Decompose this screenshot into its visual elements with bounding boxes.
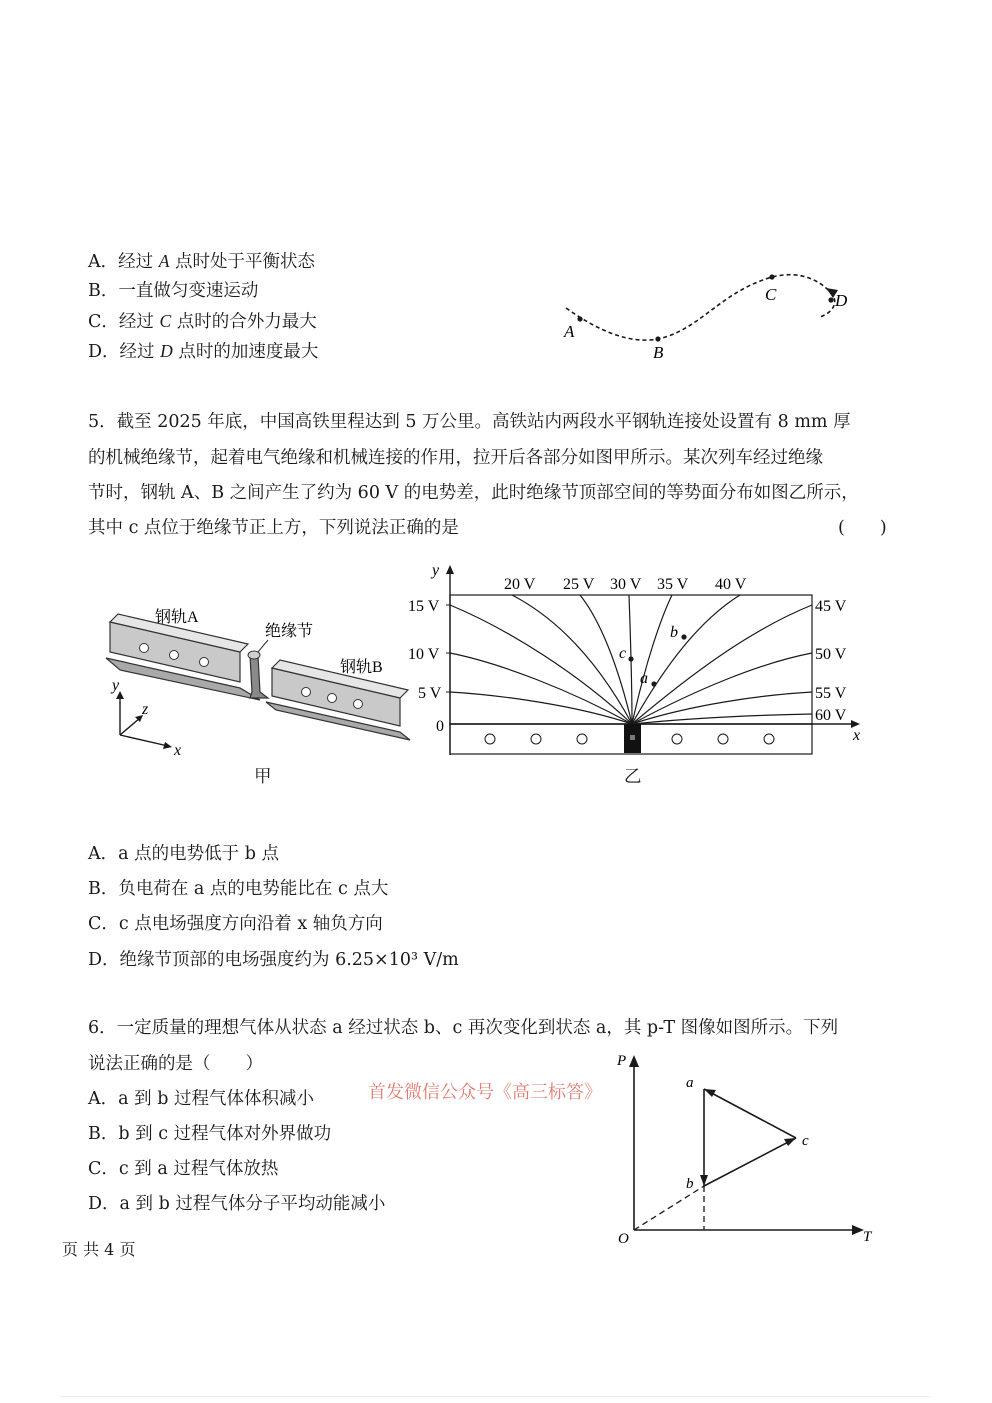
dashed-ob — [634, 1186, 704, 1230]
t-axis-label: T — [863, 1229, 872, 1245]
fig-jia-caption: 甲 — [254, 767, 272, 787]
y-tick-0: 0 — [436, 718, 444, 735]
q4-option-c: C．经过 C 点时的合外力最大 — [88, 311, 317, 332]
label-20v: 20 V — [504, 576, 536, 593]
q4-option-d: D．经过 D 点时的加速度最大 — [88, 341, 319, 362]
axis-z — [120, 718, 140, 735]
p-axis-arrow — [629, 1055, 639, 1067]
point-c-dot — [769, 274, 774, 279]
label-b: B — [653, 343, 664, 362]
label-rail-a: 钢轨A — [155, 609, 199, 626]
point-d-dot — [828, 297, 833, 302]
insulation-joint-top — [248, 651, 260, 659]
rail-a-hole — [140, 644, 149, 653]
point-a — [651, 681, 656, 686]
state-c-label: c — [802, 1133, 809, 1149]
label-60v: 60 V — [815, 707, 847, 724]
q6-option-a: A．a 到 b 过程气体体积减小 — [88, 1089, 314, 1109]
joint-leader — [258, 640, 268, 652]
q5-stem-line-1: 5．截至 2025 年底，中国高铁里程达到 5 万公里。高铁站内两段水平钢轨连接处设置有 8 mm 厚 — [88, 412, 851, 432]
arrow-ca — [704, 1089, 716, 1097]
point-c-label: c — [619, 645, 627, 662]
label-joint: 绝缘节 — [265, 623, 314, 640]
equipotential-5v — [450, 692, 632, 724]
q4-option-b: B．一直做匀变速运动 — [88, 281, 259, 301]
rail-hole — [531, 734, 541, 744]
origin-label: O — [618, 1231, 629, 1247]
path-ca — [704, 1089, 796, 1138]
rail-a-hole — [200, 658, 209, 667]
equipotential-20v — [512, 595, 632, 724]
label-55v: 55 V — [815, 685, 847, 702]
q4-option-a: A．经过 A 点时处于平衡状态 — [88, 251, 315, 272]
state-a-label: a — [686, 1075, 694, 1091]
rail-a-hole — [170, 651, 179, 660]
equipotential-10v — [450, 653, 632, 724]
fig-yi-equipotential — [400, 555, 880, 795]
q5-option-a: A．a 点的电势低于 b 点 — [88, 844, 279, 864]
equipotential-50v — [632, 653, 812, 724]
insulation-joint — [250, 656, 268, 698]
equipotential-45v — [632, 605, 812, 724]
axis-z-label: z — [142, 701, 149, 718]
rail-hole — [485, 734, 495, 744]
q5-stem-line-2: 的机械绝缘节，起着电气绝缘和机械连接的作用，拉开后各部分如图甲所示。某次列车经过绝缘 — [88, 448, 823, 468]
q6-option-d: D．a 到 b 过程气体分子平均动能减小 — [88, 1194, 386, 1214]
label-rail-b: 钢轨B — [340, 659, 383, 676]
arrow-bc — [784, 1138, 796, 1146]
q6-stem-line-2: 说法正确的是（ ） — [88, 1054, 263, 1074]
y-tick-15: 15 V — [408, 598, 440, 615]
equipotential-35v — [632, 595, 672, 724]
q6-stem-line-1: 6．一定质量的理想气体从状态 a 经过状态 b、c 再次变化到状态 a，其 p-T 图像如图所示。下列 — [88, 1018, 839, 1038]
page-footer: 页 共 4 页 — [62, 1240, 136, 1259]
label-30v: 30 V — [610, 576, 642, 593]
rail-b-hole — [302, 688, 311, 697]
page-bottom-rule — [60, 1396, 930, 1397]
rail-hole — [764, 734, 774, 744]
point-a-dot — [577, 316, 582, 321]
rail-hole — [672, 734, 682, 744]
watermark: 首发微信公众号《高三标答》 — [368, 1082, 602, 1103]
axis-x-arrow — [163, 742, 172, 749]
y-tick-5: 5 V — [418, 685, 442, 702]
label-25v: 25 V — [563, 576, 595, 593]
q5-option-d: D．绝缘节顶部的电场强度约为 6.25×10³ V/m — [88, 950, 459, 970]
equipotential-15v — [450, 605, 632, 724]
y-tick-10: 10 V — [408, 646, 440, 663]
label-45v: 45 V — [815, 598, 847, 615]
state-b-label: b — [686, 1176, 694, 1192]
label-d: D — [835, 291, 848, 310]
axis-x — [120, 735, 168, 746]
label-a: A — [564, 322, 575, 341]
q5-stem-line-3: 节时，钢轨 A、B 之间产生了约为 60 V 的电势差，此时绝缘节顶部空间的等势面分布如图乙所示， — [88, 483, 859, 503]
point-b-label: b — [670, 624, 678, 641]
y-axis-label: y — [432, 562, 440, 579]
rail-hole — [718, 734, 728, 744]
x-axis-label: x — [853, 727, 861, 744]
q5-stem-line-4: 其中 c 点位于绝缘节正上方，下列说法正确的是 — [88, 518, 459, 538]
point-a-label: a — [640, 670, 648, 687]
axis-x-label: x — [174, 742, 182, 759]
rail-b-hole — [328, 694, 337, 703]
q6-option-b: B．b 到 c 过程气体对外界做功 — [88, 1124, 332, 1144]
q5-option-c: C．c 点电场强度方向沿着 x 轴负方向 — [88, 914, 383, 934]
q6-pt-graph — [600, 1045, 890, 1250]
fig-yi-caption: 乙 — [624, 767, 642, 787]
label-50v: 50 V — [815, 646, 847, 663]
fig-jia-rails — [100, 600, 420, 790]
point-c — [628, 656, 633, 661]
q4-trajectory-figure — [550, 262, 870, 372]
p-axis-label: P — [617, 1053, 627, 1069]
q6-option-c: C．c 到 a 过程气体放热 — [88, 1159, 279, 1179]
rail-hole — [577, 734, 587, 744]
label-40v: 40 V — [715, 576, 747, 593]
point-b — [681, 634, 686, 639]
label-35v: 35 V — [657, 576, 689, 593]
y-axis-arrow — [446, 565, 454, 574]
label-c: C — [765, 285, 777, 304]
path-bc — [704, 1138, 796, 1186]
axis-y-label: y — [112, 677, 120, 694]
rail-b-hole — [354, 700, 363, 709]
q5-option-b: B．负电荷在 a 点的电势能比在 c 点大 — [88, 879, 389, 899]
trajectory-curve — [566, 275, 835, 340]
q5-answer-bracket: ( ) — [838, 518, 887, 538]
point-b-dot — [655, 336, 660, 341]
equipotential-55v — [632, 692, 812, 724]
